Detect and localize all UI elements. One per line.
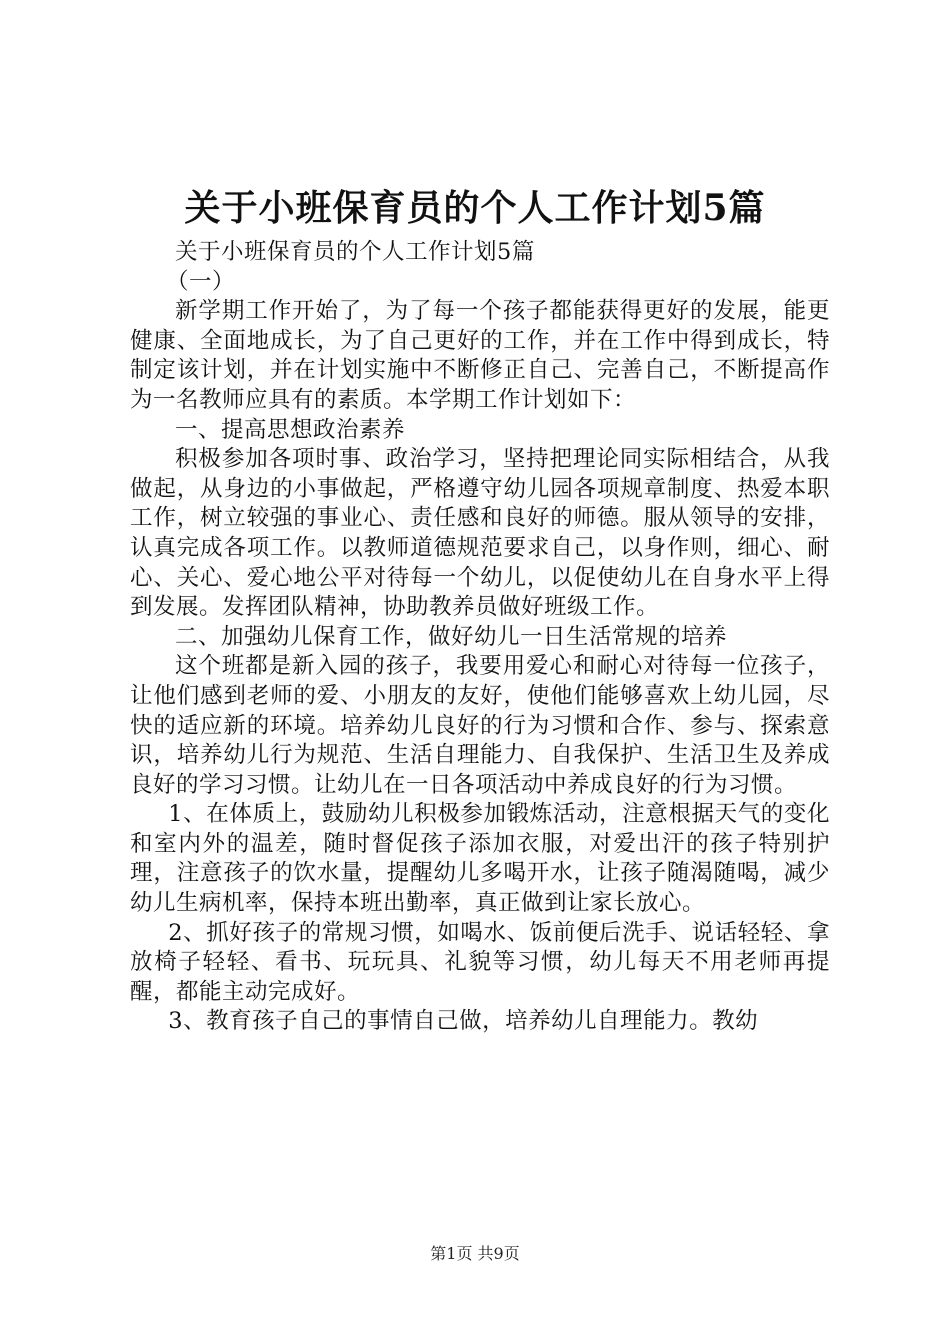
paragraph: 积极参加各项时事、政治学习，坚持把理论同实际相结合，从我做起，从身边的小事做起，严格遵守幼儿园各项规章制度、热爱本职工作，树立较强的事业心、责任感和良好的师德。服从领导的安排，认真完成各项工作。以教师道德规范要求自己，以身作则，细心、耐心、关心、爱心地公平对待每一个幼儿，以促使幼儿在自身水平上得到发展。发挥团队精神，协助教养员做好班级工作。 [130,446,830,621]
page-footer: 第1页 共9页 [430,1244,520,1263]
paragraph: 3、教育孩子自己的事情自己做，培养幼儿自理能力。教幼 [168,1008,759,1035]
paragraph: 2、抓好孩子的常规习惯，如喝水、饭前便后洗手、说话轻轻、拿放椅子轻轻、看书、玩玩具、礼貌等习惯，幼儿每天不用老师再提醒，都能主动完成好。 [130,919,830,1005]
paragraph: 这个班都是新入园的孩子，我要用爱心和耐心对待每一位孩子，让他们感到老师的爱、小朋友的友好，使他们能够喜欢上幼儿园，尽快的适应新的环境。培养幼儿良好的行为习惯和合作、参与、探索意识，培养幼儿行为规范、生活自理能力、自我保护、生活卫生及养成良好的学习习惯。让幼儿在一日各项活动中养成良好的行为习惯。 [130,653,830,798]
section-heading: 一、提高思想政治素养 [175,416,406,443]
document-title: 关于小班保育员的个人工作计划5篇 [184,187,766,229]
paragraph: 1、在体质上，鼓励幼儿积极参加锻炼活动，注意根据天气的变化和室内外的温差，随时督促孩子添加衣服，对爱出汗的孩子特别护理，注意孩子的饮水量，提醒幼儿多喝开水，让孩子随渴随喝，减少幼儿生病机率，保持本班出勤率，真正做到让家长放心。 [130,801,830,917]
section-marker: （一） [166,268,236,295]
paragraph: 新学期工作开始了，为了每一个孩子都能获得更好的发展，能更健康、全面地成长，为了自己更好的工作，并在工作中得到成长，特制定该计划，并在计划实施中不断修正自己、完善自己，不断提高作为一名教师应具有的素质。本学期工作计划如下： [130,298,830,413]
section-heading: 二、加强幼儿保育工作，做好幼儿一日生活常规的培养 [175,623,728,650]
document-subtitle: 关于小班保育员的个人工作计划5篇 [175,239,535,265]
document-body [130,238,830,1037]
